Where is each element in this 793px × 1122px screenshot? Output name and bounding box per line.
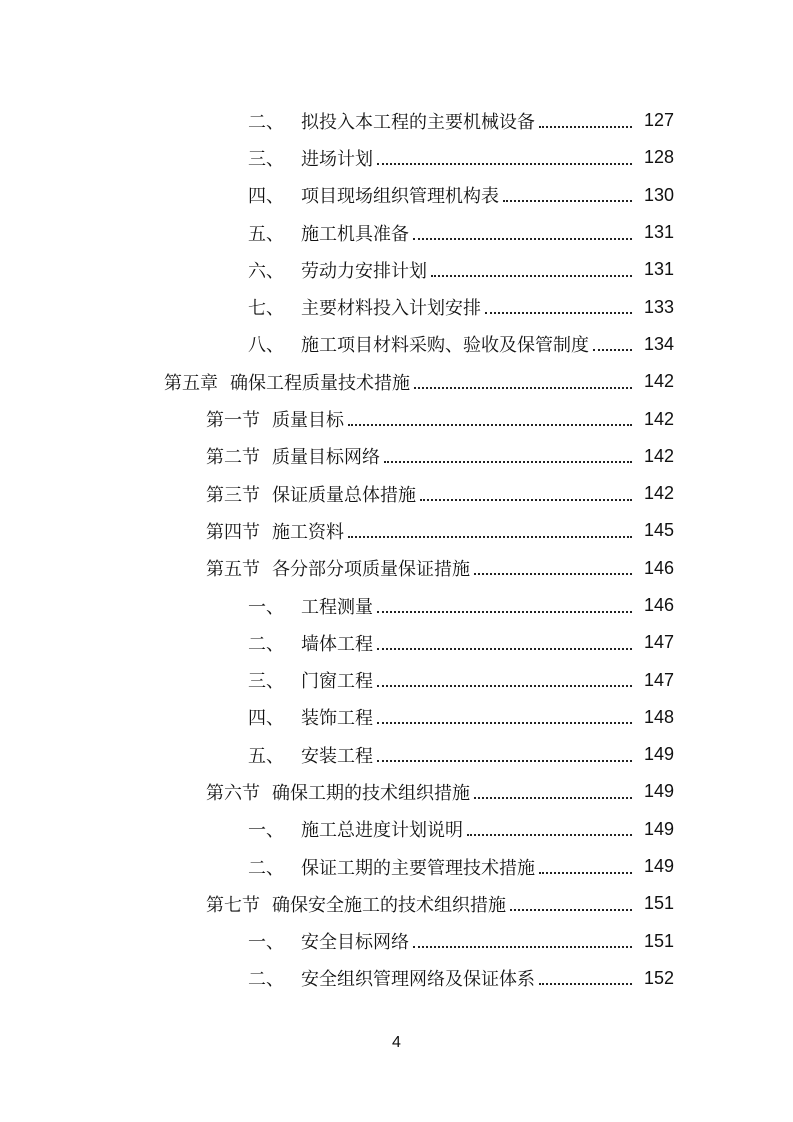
toc-entry-title: 装饰工程 [301, 708, 373, 730]
toc-entry[interactable] [0, 288, 793, 325]
dot-leader [539, 872, 632, 874]
toc-entry-title: 施工总进度计划说明 [301, 820, 463, 842]
dot-leader [384, 461, 632, 463]
toc-entry-title: 安装工程 [301, 745, 373, 767]
toc-entry-page: 147 [643, 669, 674, 690]
toc-entry[interactable] [0, 139, 793, 176]
dot-leader [503, 200, 632, 202]
dot-leader [539, 126, 632, 128]
toc-entry[interactable] [0, 699, 793, 736]
toc-entry-number: 七、 [248, 298, 284, 320]
dot-leader [348, 536, 632, 538]
toc-entry-title: 各分部分项质量保证措施 [272, 559, 470, 581]
toc-entry-title: 确保安全施工的技术组织措施 [272, 894, 506, 916]
toc-entry-title: 劳动力安排计划 [301, 260, 427, 282]
toc-entry-number: 三、 [248, 671, 284, 693]
toc-entry-title: 施工资料 [272, 521, 344, 543]
toc-entry-page: 128 [643, 147, 674, 168]
toc-entry-page: 145 [643, 520, 674, 541]
toc-entry-title: 保证质量总体措施 [272, 484, 416, 506]
toc-entry-number: 第五节 [206, 559, 260, 581]
toc-entry[interactable] [0, 326, 793, 363]
toc-entry-title: 保证工期的主要管理技术措施 [301, 857, 535, 879]
toc-entry-page: 127 [643, 110, 674, 131]
toc-entry-page: 151 [643, 893, 674, 914]
toc-entry-title: 质量目标 [272, 410, 344, 432]
toc-entry-page: 152 [643, 967, 674, 988]
toc-entry-number: 第一节 [206, 410, 260, 432]
dot-leader [485, 312, 632, 314]
toc-entry-page: 142 [643, 445, 674, 466]
toc-entry[interactable] [0, 102, 793, 139]
dot-leader [539, 983, 632, 985]
toc-entry-number: 四、 [248, 186, 284, 208]
table-of-contents [0, 102, 793, 997]
toc-entry[interactable] [0, 214, 793, 251]
toc-entry[interactable] [0, 848, 793, 885]
dot-leader [420, 499, 632, 501]
toc-entry-number: 第七节 [206, 894, 260, 916]
toc-entry-page: 149 [643, 781, 674, 802]
toc-entry[interactable] [0, 960, 793, 997]
toc-entry-number: 第四节 [206, 521, 260, 543]
toc-entry-number: 六、 [248, 260, 284, 282]
dot-leader [377, 648, 632, 650]
dot-leader [474, 573, 632, 575]
toc-entry-page: 131 [643, 222, 674, 243]
toc-entry-number: 第三节 [206, 484, 260, 506]
dot-leader [377, 722, 632, 724]
dot-leader [467, 834, 632, 836]
toc-entry-title: 墙体工程 [301, 633, 373, 655]
toc-entry-page: 146 [643, 595, 674, 615]
toc-entry[interactable] [0, 587, 793, 624]
toc-entry[interactable] [0, 475, 793, 512]
dot-leader [377, 163, 632, 165]
toc-entry-number: 二、 [248, 633, 284, 655]
toc-entry-page: 133 [643, 296, 674, 317]
dot-leader [413, 238, 632, 240]
toc-entry-number: 五、 [248, 745, 284, 767]
toc-entry[interactable] [0, 438, 793, 475]
toc-entry[interactable] [0, 624, 793, 661]
toc-entry[interactable] [0, 363, 793, 400]
toc-entry-title: 安全目标网络 [301, 932, 409, 954]
toc-entry-page: 130 [643, 184, 674, 205]
toc-entry-title: 主要材料投入计划安排 [301, 298, 481, 320]
toc-entry[interactable] [0, 923, 793, 960]
toc-entry-page: 151 [643, 930, 674, 951]
toc-entry-page: 147 [643, 632, 674, 653]
toc-entry-page: 149 [643, 856, 674, 877]
toc-entry-number: 八、 [248, 335, 284, 357]
dot-leader [414, 387, 632, 389]
toc-entry-number: 三、 [248, 148, 284, 170]
toc-entry[interactable] [0, 811, 793, 848]
toc-entry-number: 二、 [248, 969, 284, 991]
toc-entry-title: 确保工期的技术组织措施 [272, 782, 470, 804]
toc-entry[interactable] [0, 251, 793, 288]
toc-entry-page: 134 [643, 333, 674, 354]
toc-entry-page: 142 [643, 483, 674, 504]
dot-leader [377, 760, 632, 762]
toc-entry-title: 工程测量 [301, 596, 373, 618]
toc-entry[interactable] [0, 400, 793, 437]
toc-entry-page: 142 [643, 371, 674, 392]
dot-leader [413, 946, 632, 948]
toc-entry-page: 149 [643, 744, 674, 765]
toc-entry[interactable] [0, 661, 793, 698]
toc-entry[interactable] [0, 885, 793, 922]
toc-entry-title: 安全组织管理网络及保证体系 [301, 969, 535, 991]
toc-entry-number: 一、 [248, 820, 284, 842]
toc-entry-number: 第二节 [206, 447, 260, 469]
toc-entry-number: 一、 [248, 596, 284, 618]
dot-leader [348, 424, 632, 426]
toc-entry-number: 四、 [248, 708, 284, 730]
toc-entry-number: 二、 [248, 111, 284, 133]
toc-entry-number: 第五章 [164, 372, 218, 394]
dot-leader [593, 349, 632, 351]
toc-entry-title: 进场计划 [301, 148, 373, 170]
toc-entry-title: 确保工程质量技术措施 [230, 372, 410, 394]
toc-entry[interactable] [0, 512, 793, 549]
dot-leader [474, 797, 632, 799]
dot-leader [431, 275, 632, 277]
toc-entry[interactable] [0, 736, 793, 773]
toc-entry-page: 131 [643, 259, 674, 280]
dot-leader [377, 685, 632, 687]
toc-entry-title: 门窗工程 [301, 671, 373, 693]
toc-entry[interactable] [0, 773, 793, 810]
toc-entry-page: 149 [643, 818, 674, 839]
toc-entry-title: 拟投入本工程的主要机械设备 [301, 111, 535, 133]
dot-leader [377, 611, 632, 613]
toc-entry[interactable] [0, 550, 793, 587]
dot-leader [510, 909, 632, 911]
page-number: 4 [392, 1034, 401, 1051]
toc-entry-title: 施工项目材料采购、验收及保管制度 [301, 335, 589, 357]
toc-entry-number: 第六节 [206, 782, 260, 804]
toc-entry-title: 质量目标网络 [272, 447, 380, 469]
toc-entry[interactable] [0, 177, 793, 214]
toc-entry-number: 五、 [248, 223, 284, 245]
toc-entry-title: 施工机具准备 [301, 223, 409, 245]
toc-entry-page: 148 [643, 706, 674, 727]
toc-entry-page: 146 [643, 557, 674, 578]
toc-entry-number: 一、 [248, 932, 284, 954]
toc-entry-page: 142 [643, 408, 674, 429]
toc-entry-number: 二、 [248, 857, 284, 879]
toc-entry-title: 项目现场组织管理机构表 [301, 186, 499, 208]
